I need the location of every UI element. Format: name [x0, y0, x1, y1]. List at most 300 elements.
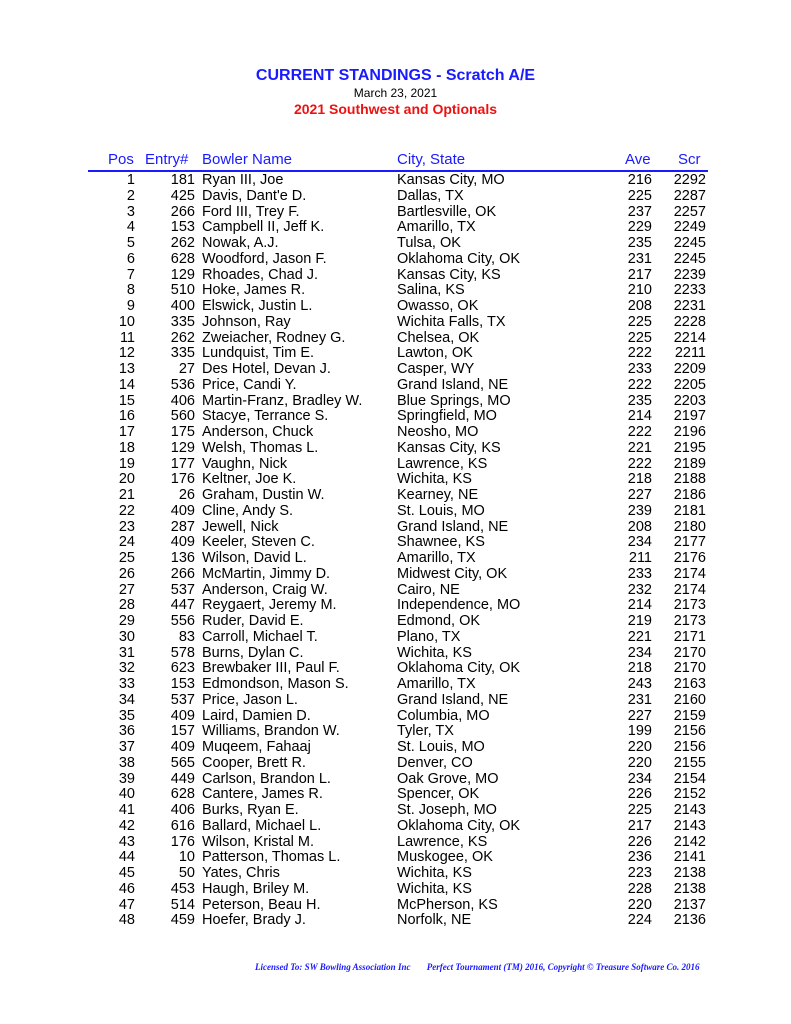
table-row: [0, 677, 791, 693]
pos-cell: 37: [118, 739, 135, 755]
city-state-cell: Plano, TX: [397, 628, 461, 645]
bowler-name-cell: Carlson, Brandon L.: [202, 770, 331, 787]
pos-cell: 31: [118, 644, 135, 661]
bowler-name-cell: Hoke, James R.: [202, 282, 306, 299]
average-cell: 225: [627, 329, 652, 346]
city-state-cell: Salina, KS: [397, 282, 465, 299]
column-header-ave: Ave: [625, 151, 651, 168]
standings-table: [0, 173, 791, 929]
pos-cell: 10: [118, 313, 135, 330]
score-cell: 2170: [673, 660, 706, 677]
entry-cell: 157: [170, 723, 195, 740]
score-cell: 2209: [673, 361, 706, 377]
average-cell: 221: [627, 628, 652, 645]
table-row: [0, 535, 791, 551]
column-header-entry: Entry#: [145, 151, 189, 168]
city-state-cell: Lawton, OK: [397, 345, 473, 362]
entry-cell: 510: [170, 282, 195, 299]
average-cell: 214: [627, 597, 652, 614]
bowler-name-cell: Cooper, Brett R.: [202, 754, 306, 771]
city-state-cell: Oak Grove, MO: [397, 770, 499, 787]
table-row: [0, 504, 791, 520]
average-cell: 224: [627, 912, 652, 929]
entry-cell: 406: [170, 802, 195, 818]
event-name: 2021 Southwest and Optionals: [293, 101, 498, 117]
score-cell: 2155: [673, 754, 706, 771]
city-state-cell: Muskogee, OK: [397, 849, 493, 866]
entry-cell: 459: [170, 912, 195, 929]
score-cell: 2181: [673, 502, 706, 519]
table-row: [0, 425, 791, 441]
bowler-name-cell: Cline, Andy S.: [202, 502, 294, 519]
entry-cell: 262: [170, 235, 195, 251]
average-cell: 226: [627, 786, 652, 803]
table-row: [0, 614, 791, 630]
bowler-name-cell: Edmondson, Mason S.: [202, 676, 349, 692]
bowler-name-cell: Nowak, A.J.: [202, 235, 279, 251]
city-state-cell: Lawrence, KS: [397, 455, 488, 472]
bowler-name-cell: Lundquist, Tim E.: [202, 345, 315, 362]
table-row: [0, 772, 791, 788]
average-cell: 232: [627, 581, 652, 598]
city-state-cell: Grand Island, NE: [397, 518, 509, 535]
city-state-cell: Tyler, TX: [397, 723, 454, 740]
average-cell: 225: [627, 187, 652, 204]
pos-cell: 13: [118, 361, 135, 377]
table-row: [0, 598, 791, 614]
pos-cell: 12: [118, 345, 135, 362]
city-state-cell: Grand Island, NE: [397, 691, 509, 708]
score-cell: 2245: [673, 235, 706, 251]
column-header-name: Bowler Name: [202, 151, 293, 168]
pos-cell: 30: [118, 628, 135, 645]
average-cell: 220: [627, 739, 652, 755]
score-cell: 2136: [673, 912, 706, 929]
bowler-name-cell: Laird, Damien D.: [202, 707, 311, 724]
entry-cell: 400: [170, 298, 195, 314]
average-cell: 239: [627, 502, 652, 519]
score-cell: 2174: [673, 581, 706, 598]
score-cell: 2228: [673, 313, 706, 330]
city-state-cell: Kansas City, MO: [397, 172, 505, 188]
bowler-name-cell: Peterson, Beau H.: [202, 896, 321, 913]
average-cell: 234: [627, 644, 652, 661]
entry-cell: 27: [178, 361, 195, 377]
city-state-cell: Lawrence, KS: [397, 833, 488, 850]
average-cell: 220: [627, 896, 652, 913]
score-cell: 2231: [673, 298, 706, 314]
entry-cell: 26: [178, 487, 195, 503]
average-cell: 222: [627, 455, 652, 472]
average-cell: 218: [627, 471, 652, 488]
page-title: CURRENT STANDINGS - Scratch A/E: [255, 67, 536, 84]
score-cell: 2154: [673, 770, 706, 787]
entry-cell: 565: [170, 754, 195, 771]
score-cell: 2174: [673, 565, 706, 582]
average-cell: 222: [627, 345, 652, 362]
pos-cell: 7: [126, 266, 135, 283]
table-row: [0, 835, 791, 851]
bowler-name-cell: Wilson, Kristal M.: [202, 833, 314, 850]
bowler-name-cell: Zweiacher, Rodney G.: [202, 329, 346, 346]
entry-cell: 536: [170, 376, 195, 393]
bowler-name-cell: Woodford, Jason F.: [202, 250, 327, 267]
city-state-cell: Midwest City, OK: [397, 565, 508, 582]
city-state-cell: Wichita, KS: [397, 644, 472, 661]
table-row: [0, 488, 791, 504]
pos-cell: 45: [118, 865, 135, 881]
average-cell: 229: [627, 219, 652, 236]
city-state-cell: Blue Springs, MO: [397, 392, 511, 409]
average-cell: 199: [627, 723, 652, 740]
pos-cell: 23: [118, 518, 135, 535]
table-row: [0, 898, 791, 914]
bowler-name-cell: Elswick, Justin L.: [202, 298, 313, 314]
table-row: [0, 866, 791, 882]
entry-cell: 181: [170, 172, 195, 188]
score-cell: 2142: [673, 833, 706, 850]
average-cell: 210: [627, 282, 652, 299]
bowler-name-cell: Ford III, Trey F.: [202, 203, 300, 220]
city-state-cell: Neosho, MO: [397, 424, 479, 440]
table-row: [0, 803, 791, 819]
entry-cell: 10: [178, 849, 195, 866]
pos-cell: 25: [118, 550, 135, 566]
entry-cell: 537: [170, 691, 195, 708]
city-state-cell: Chelsea, OK: [397, 329, 480, 346]
bowler-name-cell: Reygaert, Jeremy M.: [202, 597, 337, 614]
pos-cell: 34: [118, 691, 135, 708]
pos-cell: 20: [118, 471, 135, 488]
score-cell: 2188: [673, 471, 706, 488]
city-state-cell: Columbia, MO: [397, 707, 490, 724]
pos-cell: 5: [126, 235, 135, 251]
table-row: [0, 709, 791, 725]
city-state-cell: Tulsa, OK: [397, 235, 461, 251]
pos-cell: 48: [118, 912, 135, 929]
pos-cell: 47: [118, 896, 135, 913]
table-row: [0, 850, 791, 866]
pos-cell: 8: [126, 282, 135, 299]
bowler-name-cell: Keltner, Joe K.: [202, 471, 297, 488]
entry-cell: 628: [170, 786, 195, 803]
bowler-name-cell: Brewbaker III, Paul F.: [202, 660, 340, 677]
average-cell: 225: [627, 313, 652, 330]
entry-cell: 447: [170, 597, 195, 614]
entry-cell: 623: [170, 660, 195, 677]
average-cell: 214: [627, 408, 652, 425]
bowler-name-cell: Keeler, Steven C.: [202, 534, 315, 551]
table-row: [0, 346, 791, 362]
average-cell: 216: [627, 172, 652, 188]
footer: [255, 962, 714, 972]
score-cell: 2287: [673, 187, 706, 204]
table-row: [0, 283, 791, 299]
bowler-name-cell: Davis, Dant'e D.: [202, 187, 307, 204]
score-cell: 2170: [673, 644, 706, 661]
entry-cell: 153: [170, 219, 195, 236]
score-cell: 2137: [673, 896, 706, 913]
average-cell: 227: [627, 487, 652, 503]
city-state-cell: Owasso, OK: [397, 298, 479, 314]
average-cell: 225: [627, 802, 652, 818]
average-cell: 211: [628, 550, 652, 566]
entry-cell: 537: [170, 581, 195, 598]
city-state-cell: Bartlesville, OK: [397, 203, 497, 220]
average-cell: 235: [627, 235, 652, 251]
pos-cell: 29: [118, 613, 135, 629]
average-cell: 234: [627, 534, 652, 551]
score-cell: 2138: [673, 865, 706, 881]
pos-cell: 24: [118, 534, 135, 551]
score-cell: 2197: [673, 408, 706, 425]
score-cell: 2186: [673, 487, 706, 503]
pos-cell: 15: [118, 392, 135, 409]
city-state-cell: Wichita, KS: [397, 880, 472, 897]
bowler-name-cell: Graham, Dustin W.: [202, 487, 325, 503]
bowler-name-cell: Price, Candi Y.: [202, 376, 297, 393]
table-row: [0, 299, 791, 315]
table-row: [0, 646, 791, 662]
pos-cell: 33: [118, 676, 135, 692]
city-state-cell: Wichita, KS: [397, 471, 472, 488]
table-row: [0, 913, 791, 929]
city-state-cell: Shawnee, KS: [397, 534, 485, 551]
entry-cell: 129: [170, 439, 195, 456]
copyright-text: Perfect Tournament (TM) 2016, Copyright © Treasure Software Co. 2016: [426, 962, 700, 972]
city-state-cell: Amarillo, TX: [397, 550, 476, 566]
table-row: [0, 457, 791, 473]
average-cell: 236: [627, 849, 652, 866]
table-row: [0, 693, 791, 709]
table-row: [0, 661, 791, 677]
pos-cell: 11: [119, 329, 135, 346]
city-state-cell: Dallas, TX: [397, 187, 464, 204]
score-cell: 2141: [673, 849, 706, 866]
score-cell: 2189: [673, 455, 706, 472]
average-cell: 233: [627, 361, 652, 377]
score-cell: 2143: [673, 802, 706, 818]
bowler-name-cell: McMartin, Jimmy D.: [202, 565, 331, 582]
score-cell: 2176: [673, 550, 706, 566]
entry-cell: 560: [170, 408, 195, 425]
entry-cell: 514: [170, 896, 195, 913]
bowler-name-cell: Des Hotel, Devan J.: [202, 361, 331, 377]
entry-cell: 616: [170, 817, 195, 834]
table-row: [0, 882, 791, 898]
bowler-name-cell: Rhoades, Chad J.: [202, 266, 319, 283]
pos-cell: 42: [118, 817, 135, 834]
city-state-cell: Kearney, NE: [397, 487, 479, 503]
pos-cell: 2: [126, 187, 135, 204]
city-state-cell: Casper, WY: [397, 361, 475, 377]
entry-cell: 449: [170, 770, 195, 787]
table-row: [0, 819, 791, 835]
city-state-cell: Kansas City, KS: [397, 439, 501, 456]
entry-cell: 266: [170, 565, 195, 582]
bowler-name-cell: Ryan III, Joe: [202, 172, 284, 188]
table-row: [0, 756, 791, 772]
bowler-name-cell: Burks, Ryan E.: [202, 802, 299, 818]
table-row: [0, 551, 791, 567]
table-row: [0, 378, 791, 394]
bowler-name-cell: Patterson, Thomas L.: [202, 849, 341, 866]
bowler-name-cell: Vaughn, Nick: [202, 455, 288, 472]
score-cell: 2138: [673, 880, 706, 897]
table-row: [0, 583, 791, 599]
entry-cell: 556: [170, 613, 195, 629]
entry-cell: 628: [170, 250, 195, 267]
bowler-name-cell: Anderson, Chuck: [202, 424, 314, 440]
pos-cell: 36: [118, 723, 135, 740]
average-cell: 243: [627, 676, 652, 692]
score-cell: 2292: [673, 172, 706, 188]
entry-cell: 83: [178, 628, 195, 645]
city-state-cell: Independence, MO: [397, 597, 521, 614]
entry-cell: 176: [170, 833, 195, 850]
table-row: [0, 362, 791, 378]
bowler-name-cell: Jewell, Nick: [202, 518, 279, 535]
score-cell: 2249: [673, 219, 706, 236]
score-cell: 2173: [673, 597, 706, 614]
table-row: [0, 268, 791, 284]
pos-cell: 1: [126, 172, 135, 188]
score-cell: 2180: [673, 518, 706, 535]
pos-cell: 4: [126, 219, 135, 236]
city-state-cell: Wichita Falls, TX: [397, 313, 506, 330]
city-state-cell: Grand Island, NE: [397, 376, 509, 393]
bowler-name-cell: Williams, Brandon W.: [202, 723, 340, 740]
score-cell: 2159: [673, 707, 706, 724]
table-row: [0, 220, 791, 236]
license-text: Licensed To: SW Bowling Association Inc: [255, 962, 411, 972]
score-cell: 2257: [673, 203, 706, 220]
entry-cell: 409: [170, 739, 195, 755]
bowler-name-cell: Johnson, Ray: [202, 313, 291, 330]
pos-cell: 32: [118, 660, 135, 677]
average-cell: 231: [627, 691, 652, 708]
table-row: [0, 567, 791, 583]
city-state-cell: Denver, CO: [397, 754, 473, 771]
table-row: [0, 252, 791, 268]
bowler-name-cell: Ballard, Michael L.: [202, 817, 322, 834]
pos-cell: 46: [118, 880, 135, 897]
entry-cell: 262: [170, 329, 195, 346]
score-cell: 2173: [673, 613, 706, 629]
average-cell: 228: [627, 880, 652, 897]
table-row: [0, 787, 791, 803]
city-state-cell: Amarillo, TX: [397, 219, 476, 236]
standings-date: March 23, 2021: [353, 86, 438, 100]
entry-cell: 129: [170, 266, 195, 283]
entry-cell: 409: [170, 502, 195, 519]
score-cell: 2196: [673, 424, 706, 440]
city-state-cell: Wichita, KS: [397, 865, 472, 881]
pos-cell: 26: [118, 565, 135, 582]
average-cell: 231: [627, 250, 652, 267]
average-cell: 208: [627, 298, 652, 314]
table-row: [0, 441, 791, 457]
table-row: [0, 315, 791, 331]
bowler-name-cell: Hoefer, Brady J.: [202, 912, 306, 929]
average-cell: 223: [627, 865, 652, 881]
entry-cell: 406: [170, 392, 195, 409]
city-state-cell: St. Joseph, MO: [397, 802, 497, 818]
city-state-cell: Norfolk, NE: [397, 912, 472, 929]
average-cell: 234: [627, 770, 652, 787]
bowler-name-cell: Haugh, Briley M.: [202, 880, 310, 897]
average-cell: 208: [627, 518, 652, 535]
city-state-cell: McPherson, KS: [397, 896, 498, 913]
average-cell: 219: [627, 613, 652, 629]
column-header-scr: Scr: [678, 151, 701, 168]
score-cell: 2156: [673, 723, 706, 740]
entry-cell: 335: [170, 345, 195, 362]
pos-cell: 41: [118, 802, 135, 818]
entry-cell: 453: [170, 880, 195, 897]
score-cell: 2156: [673, 739, 706, 755]
bowler-name-cell: Wilson, David L.: [202, 550, 307, 566]
bowler-name-cell: Campbell II, Jeff K.: [202, 219, 325, 236]
pos-cell: 39: [118, 770, 135, 787]
table-row: [0, 189, 791, 205]
entry-cell: 335: [170, 313, 195, 330]
table-row: [0, 724, 791, 740]
table-row: [0, 630, 791, 646]
entry-cell: 176: [170, 471, 195, 488]
entry-cell: 409: [170, 707, 195, 724]
score-cell: 2239: [673, 266, 706, 283]
score-cell: 2195: [673, 439, 706, 456]
average-cell: 227: [627, 707, 652, 724]
city-state-cell: Springfield, MO: [397, 408, 497, 425]
average-cell: 237: [627, 203, 652, 220]
entry-cell: 136: [170, 550, 195, 566]
city-state-cell: Kansas City, KS: [397, 266, 501, 283]
pos-cell: 19: [118, 455, 135, 472]
city-state-cell: Oklahoma City, OK: [397, 817, 521, 834]
average-cell: 226: [627, 833, 652, 850]
city-state-cell: Cairo, NE: [397, 581, 460, 598]
average-cell: 222: [627, 424, 652, 440]
city-state-cell: St. Louis, MO: [397, 739, 485, 755]
average-cell: 220: [627, 754, 652, 771]
score-cell: 2233: [673, 282, 706, 299]
column-header-city: City, State: [397, 151, 466, 168]
table-row: [0, 472, 791, 488]
pos-cell: 22: [118, 502, 135, 519]
pos-cell: 38: [118, 754, 135, 771]
entry-cell: 409: [170, 534, 195, 551]
pos-cell: 3: [126, 203, 135, 220]
table-row: [0, 409, 791, 425]
pos-cell: 21: [118, 487, 135, 503]
pos-cell: 14: [118, 376, 135, 393]
pos-cell: 35: [118, 707, 135, 724]
pos-cell: 43: [118, 833, 135, 850]
pos-cell: 44: [118, 849, 135, 866]
pos-cell: 28: [118, 597, 135, 614]
bowler-name-cell: Welsh, Thomas L.: [202, 439, 319, 456]
average-cell: 221: [627, 439, 652, 456]
pos-cell: 18: [118, 439, 135, 456]
bowler-name-cell: Carroll, Michael T.: [202, 628, 318, 645]
average-cell: 217: [627, 266, 652, 283]
score-cell: 2160: [673, 691, 706, 708]
table-row: [0, 236, 791, 252]
entry-cell: 175: [170, 424, 195, 440]
bowler-name-cell: Yates, Chris: [202, 865, 280, 881]
